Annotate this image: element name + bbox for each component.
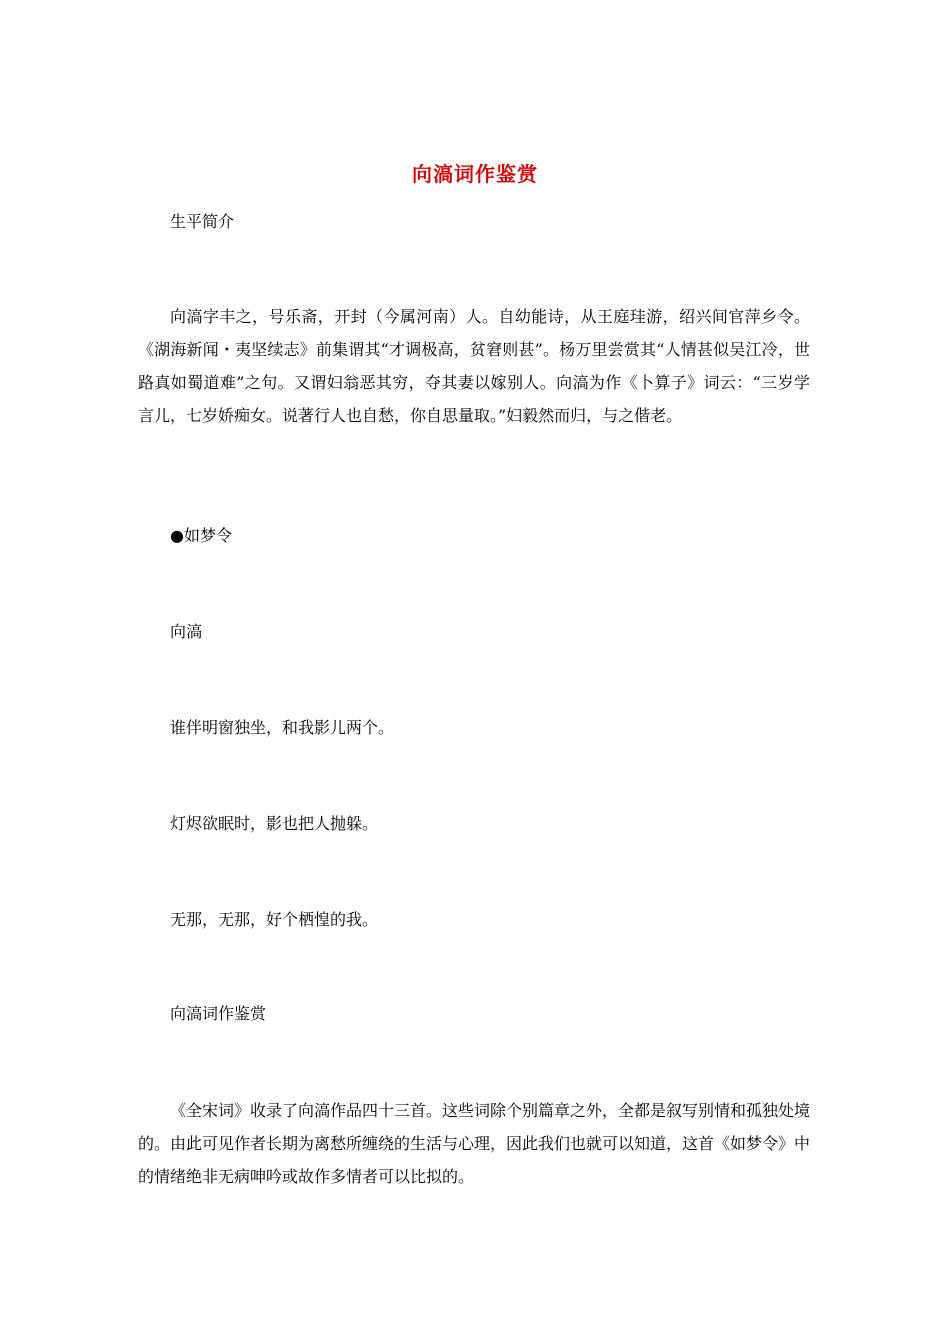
section-heading-bio: 生平简介	[170, 212, 235, 231]
poem-line-2: 灯烬欲眠时，影也把人抛躲。	[170, 814, 379, 833]
appreciation-paragraph: 《全宋词》收录了向滈作品四十三首。这些词除个别篇章之外，全都是叙写别情和孤独处境的。由此可见作者长期为离愁所缠绕的生活与心理，因此我们也就可以知道，这首《如梦令》中的情绪绝非无病呻吟或故作多情者可以比拟的。	[138, 1101, 811, 1186]
document-title: 向滈词作鉴赏	[412, 162, 538, 186]
poem-line-3: 无那，无那，好个栖惶的我。	[170, 910, 379, 929]
poem-line-1: 谁伴明窗独坐，和我影儿两个。	[170, 718, 395, 737]
bio-paragraph: 向滈字丰之，号乐斋，开封（今属河南）人。自幼能诗，从王庭珪游，绍兴间官萍乡令。《湖海新闻・夷坚续志》前集谓其“才调极高，贫窘则甚”。杨万里尝赏其“人情甚似吴江冷，世路真如蜀道难”之句。又谓妇翁恶其穷，夺其妻以嫁别人。向滈为作《卜算子》词云：“三岁学言儿，七岁娇痴女。说著行人也自愁，你自思量取。”妇毅然而归，与之偕老。	[138, 307, 810, 425]
section-heading-appreciation: 向滈词作鉴赏	[170, 1004, 267, 1023]
poem-heading: ●如梦令	[170, 526, 232, 545]
poem-author: 向滈	[170, 622, 203, 641]
